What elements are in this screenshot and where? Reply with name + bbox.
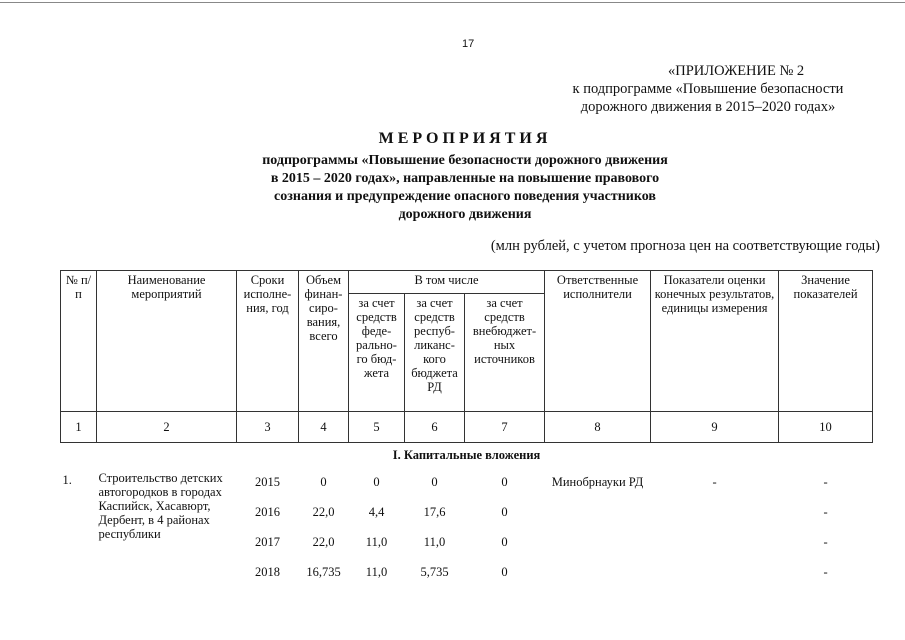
appendix-line-2: дорожного движения в 2015–2020 годах» xyxy=(580,99,836,115)
header-terms: Сроки исполне-ния, год xyxy=(237,271,299,412)
header-name: Наименование мероприятий xyxy=(97,271,237,412)
row-federal: 11,0 xyxy=(365,565,388,579)
header-including: В том числе xyxy=(349,271,545,294)
row-federal: 11,0 xyxy=(365,535,388,549)
units-note: (млн рублей, с учетом прогноза цен на соответствующие годы) xyxy=(490,238,880,254)
appendix-block xyxy=(548,62,868,116)
heading-title: МЕРОПРИЯТИЯ xyxy=(378,130,552,147)
heading-line-1: подпрограммы «Повышение безопасности дорожного движения xyxy=(262,153,668,168)
row-republic: 17,6 xyxy=(423,505,446,519)
item-name: Строительство детских автогородков в городах Каспийск, Хасавюрт, Дербент, в 4 районах республики xyxy=(98,471,223,541)
col-number: 5 xyxy=(349,412,405,443)
col-number: 8 xyxy=(545,412,651,443)
heading-line-3: сознания и предупреждение опасного поведения участников xyxy=(274,189,656,204)
row-year: 2015 xyxy=(255,475,280,489)
col-number: 9 xyxy=(651,412,779,443)
row-republic: 11,0 xyxy=(423,535,446,549)
row-value: - xyxy=(823,565,828,579)
row-year: 2016 xyxy=(255,505,280,519)
item-number: 1. xyxy=(62,473,72,487)
row-republic: 5,735 xyxy=(420,565,449,579)
col-number: 4 xyxy=(299,412,349,443)
row-republic: 0 xyxy=(431,475,438,489)
row-federal: 4,4 xyxy=(368,505,385,519)
row-total: 16,735 xyxy=(306,565,341,579)
row-extra: 0 xyxy=(501,565,508,579)
item-indicator: - xyxy=(712,475,717,489)
row-extra: 0 xyxy=(501,535,508,549)
section-title: I. Капитальные вложения xyxy=(61,443,873,468)
row-value: - xyxy=(823,505,828,519)
col-number: 6 xyxy=(405,412,465,443)
row-year: 2018 xyxy=(255,565,280,579)
appendix-title: «ПРИЛОЖЕНИЕ № 2 xyxy=(668,63,805,79)
header-republic: за счет средств респуб-ликанс-кого бюджета РД xyxy=(405,294,465,412)
document-heading xyxy=(230,130,700,224)
appendix-line-1: к подпрограмме «Повышение безопасности xyxy=(572,81,844,97)
header-indicators: Показатели оценки конечных результатов, единицы измерения xyxy=(651,271,779,412)
header-volume: Объем финан-сиро-вания, всего xyxy=(299,271,349,412)
row-total: 0 xyxy=(320,475,327,489)
col-number: 1 xyxy=(61,412,97,443)
col-number: 2 xyxy=(97,412,237,443)
col-number: 10 xyxy=(779,412,873,443)
row-year: 2017 xyxy=(255,535,280,549)
header-extra: за счет средств внебюджет-ных источников xyxy=(465,294,545,412)
row-value: - xyxy=(823,535,828,549)
col-number: 3 xyxy=(237,412,299,443)
row-federal: 0 xyxy=(373,475,380,489)
col-number: 7 xyxy=(465,412,545,443)
header-values: Значение показателей xyxy=(779,271,873,412)
row-total: 22,0 xyxy=(312,535,335,549)
item-responsible: Минобрнауки РД xyxy=(551,475,644,489)
row-extra: 0 xyxy=(501,475,508,489)
header-num: № п/п xyxy=(61,271,97,412)
row-value: - xyxy=(823,475,828,489)
heading-line-2: в 2015 – 2020 годах», направленные на повышение правового xyxy=(270,171,660,186)
heading-line-4: дорожного движения xyxy=(398,207,532,222)
page-number: 17 xyxy=(462,38,475,50)
header-responsible: Ответственные исполнители xyxy=(545,271,651,412)
row-total: 22,0 xyxy=(312,505,335,519)
top-border-line xyxy=(0,2,905,3)
header-federal: за счет средств феде-рально-го бюд-жета xyxy=(349,294,405,412)
row-extra: 0 xyxy=(501,505,508,519)
measures-table xyxy=(60,270,873,587)
